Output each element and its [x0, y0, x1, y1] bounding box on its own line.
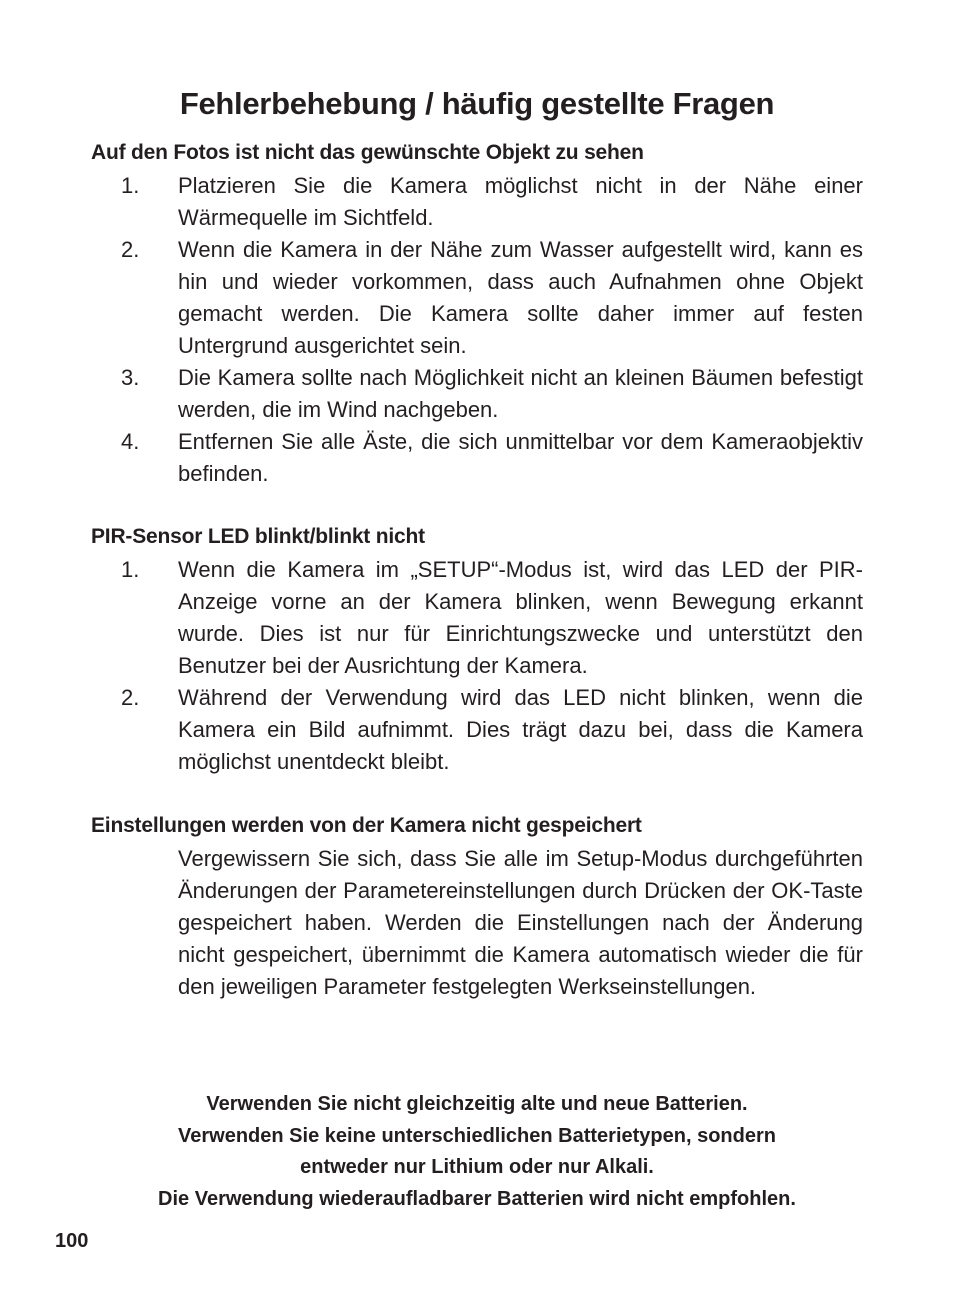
list-item-text: Wenn die Kamera im „SETUP“-Modus ist, wird das LED der PIR-Anzeige vorne an der Kamera blinken, wenn Bewegung erkannt wurde. Dies ist nur für Einrichtungszwecke und unterstützt den Benutzer bei der Ausrichtung der Kamera. — [178, 557, 863, 678]
list-item — [91, 234, 863, 362]
list-pir-sensor — [91, 554, 863, 778]
list-item-number: 3. — [121, 365, 140, 390]
section-heading-pir-sensor: PIR-Sensor LED blinkt/blinkt nicht — [91, 525, 425, 548]
list-item — [91, 362, 863, 426]
page-title: Fehlerbehebung / häufig gestellte Fragen — [179, 86, 775, 121]
battery-notice-line: Verwenden Sie keine unterschiedlichen Batterietypen, sondern — [178, 1125, 776, 1147]
list-item-text: Während der Verwendung wird das LED nicht blinken, wenn die Kamera ein Bild aufnimmt. Dies trägt dazu bei, dass die Kamera möglichst unentdeckt bleibt. — [178, 685, 863, 774]
list-objekt — [91, 170, 863, 490]
list-item — [91, 682, 863, 778]
list-item — [91, 554, 863, 682]
list-item — [91, 170, 863, 234]
section-heading-einstellungen: Einstellungen werden von der Kamera nicht gespeichert — [91, 814, 642, 837]
list-item-number: 2. — [121, 685, 140, 710]
list-item-number: 2. — [121, 237, 140, 262]
paragraph-einstellungen: Vergewissern Sie sich, dass Sie alle im Setup-Modus durchgeführten Änderungen der Parametereinstellungen durch Drücken der OK-Taste gespeichert haben. Werden die Einstellungen nach der Änderung nicht gespeichert, übernimmt die Kamera automatisch wieder die für den jeweiligen Parameter festgelegten Werkseinstellungen. — [178, 846, 863, 999]
page-number: 100 — [55, 1230, 89, 1252]
battery-notice-line: entweder nur Lithium oder nur Alkali. — [300, 1156, 654, 1178]
battery-notice-line: Verwenden Sie nicht gleichzeitig alte und neue Batterien. — [206, 1093, 748, 1115]
list-item-number: 1. — [121, 173, 140, 198]
list-item-text: Entfernen Sie alle Äste, die sich unmittelbar vor dem Kameraobjektiv befinden. — [178, 429, 863, 486]
list-item-number: 1. — [121, 557, 140, 582]
list-item — [91, 426, 863, 490]
list-item-text: Platzieren Sie die Kamera möglichst nicht in der Nähe einer Wärmequelle im Sichtfeld. — [178, 173, 863, 230]
list-item-text: Wenn die Kamera in der Nähe zum Wasser aufgestellt wird, kann es hin und wieder vorkommen, dass auch Aufnahmen ohne Objekt gemacht werden. Die Kamera sollte daher immer auf festen Untergrund ausgerichtet sein. — [178, 237, 863, 358]
list-item-text: Die Kamera sollte nach Möglichkeit nicht an kleinen Bäumen befestigt werden, die im Wind nachgeben. — [178, 365, 863, 422]
list-item-number: 4. — [121, 429, 140, 454]
battery-notice-line: Die Verwendung wiederaufladbarer Batterien wird nicht empfohlen. — [158, 1188, 796, 1210]
section-heading-objekt: Auf den Fotos ist nicht das gewünschte Objekt zu sehen — [91, 141, 644, 164]
